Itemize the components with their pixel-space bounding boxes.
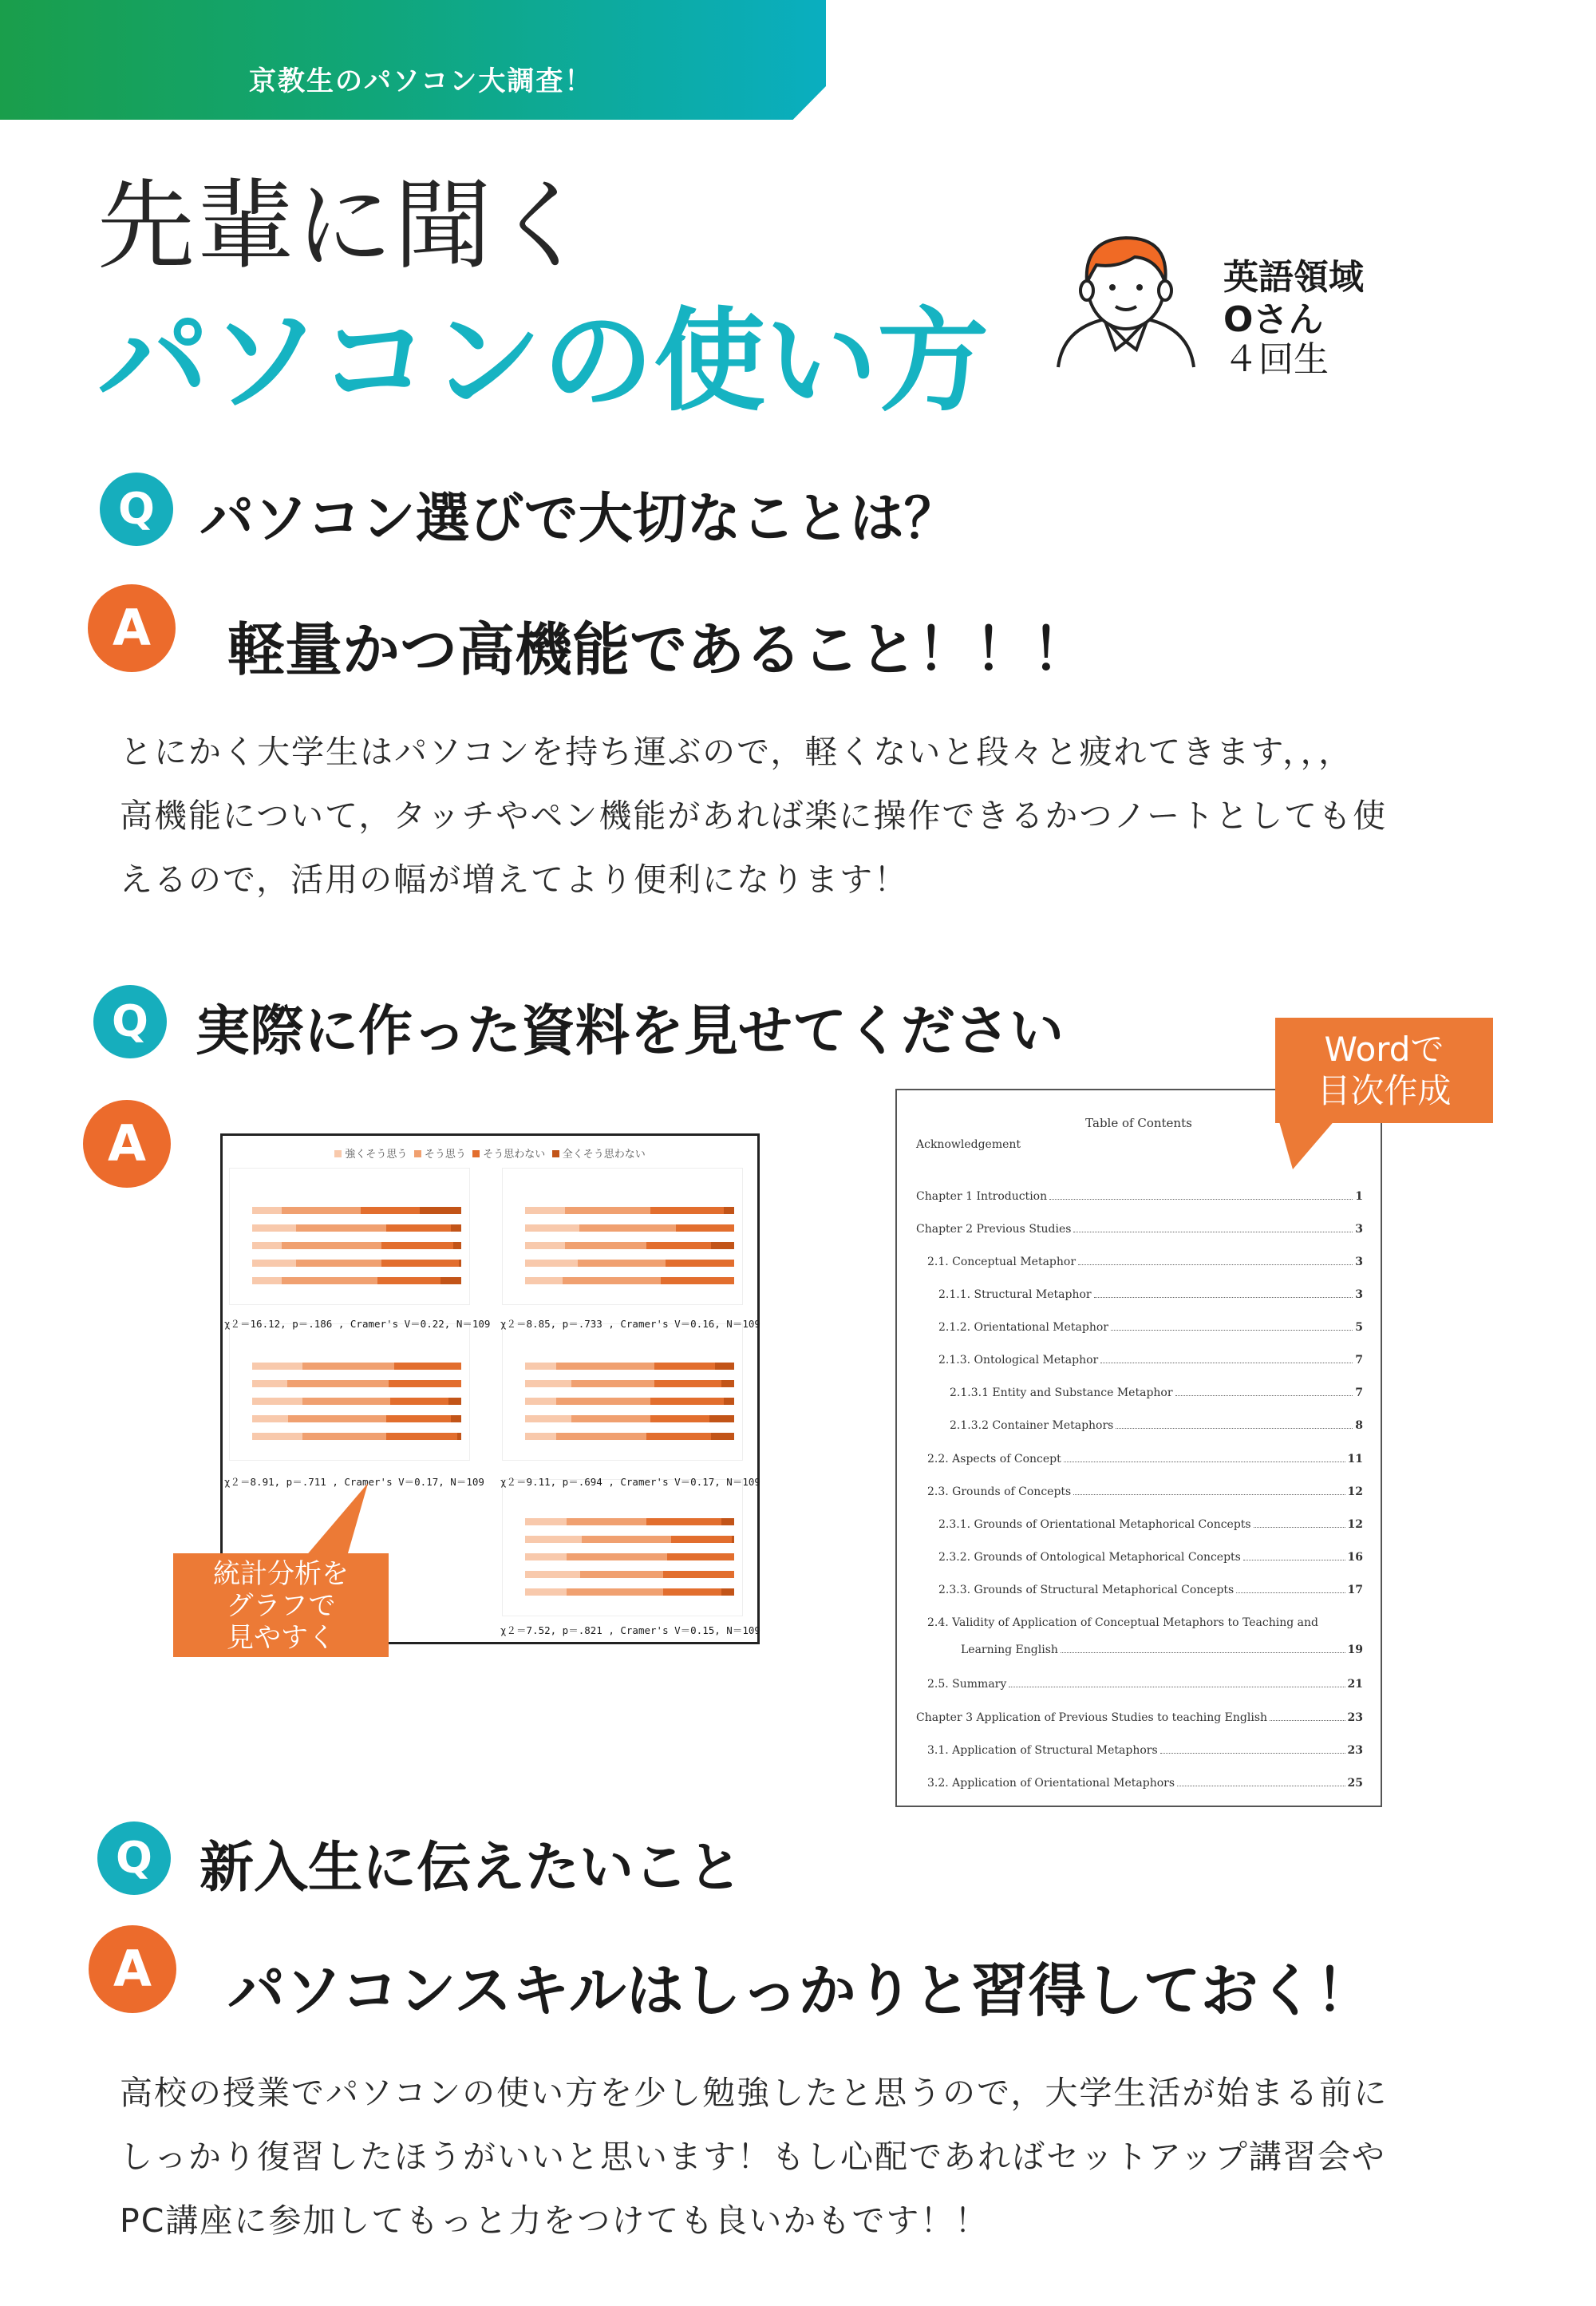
toc-entry-page: 8 xyxy=(1355,1419,1363,1432)
body-line: しっかり復習したほうがいいと思います！もし心配であればセットアップ講習会や xyxy=(120,2138,1386,2176)
toc-entry-text: 2.3.1. Grounds of Orientational Metaphorical Concepts xyxy=(938,1518,1251,1531)
callout-stats xyxy=(173,1553,389,1657)
toc-entry-page: 7 xyxy=(1355,1354,1363,1367)
toc-entry xyxy=(950,1386,1363,1399)
question-icon: Q xyxy=(100,473,173,546)
toc-leader-dots xyxy=(1111,1330,1353,1331)
toc-entry xyxy=(927,1256,1363,1268)
toc-entry-text: 2.1.3.2 Container Metaphors xyxy=(950,1419,1114,1432)
toc-entry xyxy=(916,1190,1363,1203)
person-year: ４回生 xyxy=(1223,339,1329,380)
answer-3-body xyxy=(120,2061,1388,2253)
toc-leader-dots xyxy=(1116,1428,1353,1429)
callout-word xyxy=(1275,1018,1493,1123)
toc-entry xyxy=(916,1223,1363,1236)
stat-result: χ２＝7.52, p＝.821 , Cramer's V＝0.15, N＝109 xyxy=(500,1624,760,1636)
question-2: 実際に作った資料を見せてください xyxy=(196,1000,1065,1063)
toc-entry-page: 12 xyxy=(1347,1485,1363,1498)
mini-chart-bar xyxy=(525,1433,734,1440)
page-title-line2: パソコンの使い方 xyxy=(97,297,990,427)
stat-result: χ２＝8.85, p＝.733 , Cramer's V＝0.16, N＝109 xyxy=(500,1318,760,1330)
toc-entry-page: 19 xyxy=(1347,1643,1363,1656)
toc-entry-page: 12 xyxy=(1347,1518,1363,1531)
toc-entry-text: 2.1. Conceptual Metaphor xyxy=(927,1256,1077,1268)
toc-entry xyxy=(927,1777,1363,1790)
toc-leader-dots xyxy=(1061,1652,1345,1653)
answer-1-body xyxy=(120,720,1387,912)
toc-entry-text: 2.2. Aspects of Concept xyxy=(927,1453,1061,1465)
toc-entry-page: 3 xyxy=(1355,1288,1363,1301)
toc-entry-text: 2.1.3.1 Entity and Substance Metaphor xyxy=(950,1386,1173,1399)
person-illustration-icon xyxy=(1052,230,1200,370)
mini-chart-bar xyxy=(252,1363,461,1370)
mini-chart-bar xyxy=(525,1260,734,1267)
toc-entry xyxy=(938,1551,1363,1564)
toc-leader-dots xyxy=(1175,1395,1353,1396)
mini-chart-bar xyxy=(525,1398,734,1405)
toc-entry-text: Chapter 1 Introduction xyxy=(916,1190,1048,1203)
toc-entry-text: 2.1.1. Structural Metaphor xyxy=(938,1288,1092,1301)
mini-chart xyxy=(229,1323,470,1461)
mini-chart-bar xyxy=(525,1242,734,1249)
callout-line: Wordで xyxy=(1324,1030,1444,1069)
toc-entry xyxy=(916,1711,1363,1724)
toc-entry-page: 21 xyxy=(1347,1678,1363,1691)
toc-entry-text: 2.5. Summary xyxy=(927,1678,1007,1691)
toc-entry-text: 2.3. Grounds of Concepts xyxy=(927,1485,1072,1498)
toc-entry-text: Acknowledgement xyxy=(916,1138,1021,1151)
toc-entry-page: 1 xyxy=(1355,1190,1363,1203)
toc-leader-dots xyxy=(1073,1494,1345,1495)
callout-line: 統計分析を xyxy=(213,1558,349,1590)
mini-chart-bar xyxy=(252,1380,461,1387)
legend-label: 強くそう思う xyxy=(345,1149,408,1161)
chart-legend xyxy=(223,1145,757,1161)
mini-chart-bar xyxy=(252,1277,461,1284)
callout-line: 目次作成 xyxy=(1317,1071,1452,1110)
answer-icon: A xyxy=(89,1925,176,2013)
mini-chart-bar xyxy=(252,1224,461,1232)
avatar xyxy=(1052,230,1200,370)
toc-entry xyxy=(927,1616,1363,1629)
toc-entry-text: Chapter 3 Application of Previous Studies to teaching English xyxy=(916,1711,1268,1724)
mini-chart-bar xyxy=(525,1553,734,1560)
mini-chart-bar xyxy=(252,1433,461,1440)
question-icon: Q xyxy=(97,1821,171,1895)
callout-line: 見やすく xyxy=(227,1622,335,1654)
mini-chart-bar xyxy=(252,1415,461,1422)
question-3: 新入生に伝えたいこと xyxy=(200,1837,743,1900)
toc-entry-page: 17 xyxy=(1347,1584,1363,1596)
mini-chart xyxy=(502,1323,743,1461)
mini-chart xyxy=(502,1168,743,1305)
mini-chart-bar xyxy=(252,1260,461,1267)
toc-entry-page: 25 xyxy=(1347,1777,1363,1790)
mini-chart-bar xyxy=(525,1518,734,1525)
mini-chart-bar xyxy=(525,1588,734,1596)
toc-entry-text: 2.3.2. Grounds of Ontological Metaphorical Concepts xyxy=(938,1551,1241,1564)
body-line: 高校の授業でパソコンの使い方を少し勉強したと思うので，大学生活が始まる前に xyxy=(120,2074,1389,2112)
answer-1: 軽量かつ高機能であること！！！ xyxy=(227,616,1090,683)
mini-chart-bar xyxy=(525,1571,734,1578)
toc-entry-page: 23 xyxy=(1347,1711,1363,1724)
mini-chart-bar xyxy=(252,1242,461,1249)
answer-icon: A xyxy=(83,1100,171,1188)
toc-entry xyxy=(950,1419,1363,1432)
stat-result: χ２＝16.12, p＝.186 , Cramer's V＝0.22, N＝109 xyxy=(224,1318,491,1330)
mini-chart xyxy=(502,1479,743,1616)
answer-3: パソコンスキルはしっかりと習得しておく！ xyxy=(227,1957,1373,2024)
toc-entry-text: 2.1.3. Ontological Metaphor xyxy=(938,1354,1099,1367)
question-icon: Q xyxy=(93,985,167,1058)
callout-line: グラフで xyxy=(226,1590,336,1622)
toc-leader-dots xyxy=(1270,1720,1345,1721)
mini-chart-bar xyxy=(525,1224,734,1232)
toc-entry-page: 3 xyxy=(1355,1223,1363,1236)
toc-entry xyxy=(938,1584,1363,1596)
toc-entry-text: 2.1.2. Orientational Metaphor xyxy=(938,1321,1108,1334)
mini-chart-bar xyxy=(525,1363,734,1370)
toc-entry-page: 23 xyxy=(1347,1744,1363,1757)
toc-entry-text: 2.4. Validity of Application of Conceptual Metaphors to Teaching and xyxy=(927,1616,1318,1629)
page-title-line1: 先輩に聞く xyxy=(97,169,592,283)
person-field: 英語領域 xyxy=(1223,257,1364,298)
body-line: 高機能について，タッチやペン機能があれば楽に操作できるかつノートとしても使 xyxy=(120,797,1388,835)
toc-entry xyxy=(927,1485,1363,1498)
toc-entry xyxy=(927,1453,1363,1465)
toc-leader-dots xyxy=(1094,1297,1353,1298)
toc-entry xyxy=(938,1321,1363,1334)
mini-chart xyxy=(229,1168,470,1305)
legend-label: そう思う xyxy=(424,1149,466,1161)
toc-document xyxy=(895,1089,1382,1807)
banner-title: 京教生のパソコン大調査！ xyxy=(249,65,594,97)
toc-leader-dots xyxy=(1160,1753,1345,1754)
toc-entry xyxy=(938,1354,1363,1367)
toc-leader-dots xyxy=(1049,1199,1353,1200)
legend-label: 全くそう思わない xyxy=(562,1149,646,1161)
toc-entry xyxy=(938,1518,1363,1531)
body-line: えるので，活用の幅が増えてより便利になります！ xyxy=(120,860,909,899)
legend-label: そう思わない xyxy=(483,1149,546,1161)
toc-leader-dots xyxy=(1236,1592,1345,1593)
toc-entry-page: 16 xyxy=(1347,1551,1363,1564)
mini-chart-bar xyxy=(525,1415,734,1422)
mini-chart-bar xyxy=(252,1207,461,1214)
toc-entry-text: Chapter 2 Previous Studies xyxy=(916,1223,1072,1236)
toc-entry-page: 7 xyxy=(1355,1386,1363,1399)
mini-chart-bar xyxy=(525,1536,734,1543)
toc-entry xyxy=(961,1643,1363,1656)
toc-entry-page: 3 xyxy=(1355,1256,1363,1268)
toc-entry xyxy=(927,1678,1363,1691)
person-name: Oさん xyxy=(1223,299,1324,340)
mini-chart-bar xyxy=(525,1380,734,1387)
body-line: とにかく大学生はパソコンを持ち運ぶので，軽くないと段々と疲れてきます，，， xyxy=(120,733,1353,771)
question-1: パソコン選びで大切なことは？ xyxy=(200,488,958,551)
toc-title: Table of Contents xyxy=(1085,1116,1192,1130)
stat-result: χ２＝8.91, p＝.711 , Cramer's V＝0.17, N＝109 xyxy=(224,1476,484,1488)
toc-entry-text: Learning English xyxy=(961,1643,1058,1656)
toc-entry-text: 2.3.3. Grounds of Structural Metaphorical Concepts xyxy=(938,1584,1235,1596)
toc-entry xyxy=(927,1744,1363,1757)
toc-entry-page: 11 xyxy=(1347,1453,1363,1465)
toc-leader-dots xyxy=(1078,1264,1353,1265)
toc-leader-dots xyxy=(1254,1527,1345,1528)
mini-chart-bar xyxy=(525,1207,734,1214)
answer-icon: A xyxy=(88,584,176,672)
body-line: PC講座に参加してもっと力をつけても良いかもです！！ xyxy=(120,2201,990,2240)
toc-entry-text: 3.2. Application of Orientational Metaphors xyxy=(927,1777,1175,1790)
toc-entry-page: 5 xyxy=(1355,1321,1363,1334)
mini-chart-bar xyxy=(525,1277,734,1284)
toc-entry-text: 3.1. Application of Structural Metaphors xyxy=(927,1744,1158,1757)
toc-entry xyxy=(938,1288,1363,1301)
mini-chart-bar xyxy=(252,1398,461,1405)
stat-result: χ２＝9.11, p＝.694 , Cramer's V＝0.17, N＝109 xyxy=(500,1476,760,1488)
